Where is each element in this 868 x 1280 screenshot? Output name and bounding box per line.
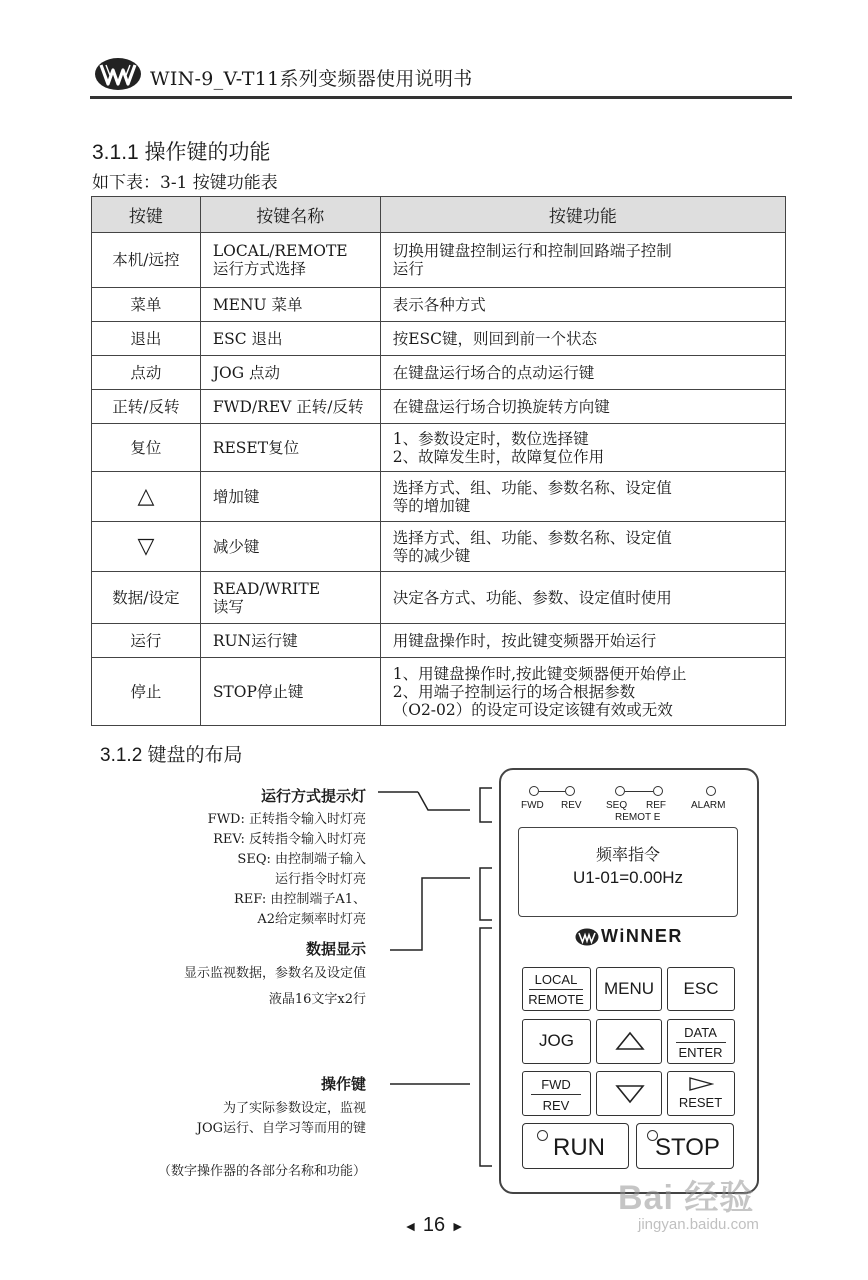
- table-cell-name: STOP停止键: [200, 658, 380, 726]
- fwd-rev-button[interactable]: [522, 1071, 591, 1116]
- annotation-run-mode-title: 运行方式提示灯: [260, 787, 366, 805]
- watermark-url: jingyan.baidu.com: [638, 1216, 759, 1233]
- table-cell-key: 数据/设定: [92, 572, 201, 624]
- annotation-display-title: 数据显示: [305, 940, 366, 958]
- table-header-key: 按键: [92, 197, 201, 233]
- table-cell-key: 运行: [92, 624, 201, 658]
- annotation-keys-desc-cont: JOG运行、自学习等而用的键: [196, 1121, 366, 1136]
- page-number-value: 16: [422, 1214, 446, 1236]
- led-label-seq: SEQ: [606, 800, 628, 811]
- key-label-fwd: FWD: [541, 1077, 571, 1092]
- header-title: WIN-9_V-T11系列变频器使用说明书: [150, 68, 473, 90]
- table-cell-key: 正转/反转: [92, 390, 201, 424]
- table-cell-key: 本机/远控: [92, 233, 201, 288]
- run-button[interactable]: [522, 1123, 629, 1169]
- key-divider: [529, 989, 583, 990]
- annotation-ref: REF: 由控制端子A1、: [233, 892, 366, 907]
- lcd-display: [518, 827, 738, 917]
- led-label-fwd: FWD: [521, 800, 544, 811]
- table-cell-name: FWD/REV 正转/反转: [200, 390, 380, 424]
- header-rule: [90, 96, 792, 99]
- stop-label: STOP: [655, 1134, 720, 1161]
- table-cell-name: ESC 退出: [200, 322, 380, 356]
- rev-led-icon: [565, 786, 575, 796]
- brand-logo-icon: [93, 56, 143, 92]
- table-cell-function: 表示各种方式: [380, 288, 785, 322]
- down-triangle-icon: [615, 1084, 645, 1104]
- table-cell-name: 增加键: [200, 472, 380, 522]
- key-label-data: DATA: [684, 1025, 717, 1040]
- figure-caption: （数字操作器的各部分名称和功能）: [157, 1164, 366, 1179]
- table-caption: 如下表：3-1 按键功能表: [92, 173, 278, 193]
- led-label-remote: REMOT E: [615, 812, 661, 823]
- section-heading-layout: 3.1.2 键盘的布局: [100, 745, 243, 766]
- key-label-remote: REMOTE: [528, 992, 584, 1007]
- table-row: [92, 322, 786, 356]
- lcd-line-1: 频率指令: [595, 845, 660, 864]
- table-cell-function: 在键盘运行场合切换旋转方向键: [380, 390, 785, 424]
- table-cell-key: 复位: [92, 424, 201, 472]
- table-cell-name: 减少键: [200, 522, 380, 572]
- table-cell-key: 退出: [92, 322, 201, 356]
- table-row: [92, 288, 786, 322]
- led-link-line: [625, 791, 653, 792]
- table-row: [92, 572, 786, 624]
- table-cell-name: READ/WRITE 读写: [200, 572, 380, 624]
- alarm-led-icon: [706, 786, 716, 796]
- table-cell-function: 决定各方式、功能、参数、设定值时使用: [380, 572, 785, 624]
- table-row: [92, 424, 786, 472]
- page-number: [396, 1214, 472, 1237]
- table-cell-name: JOG 点动: [200, 356, 380, 390]
- table-cell-name: LOCAL/REMOTE 运行方式选择: [200, 233, 380, 288]
- table-cell-function: 选择方式、组、功能、参数名称、设定值 等的减少键: [380, 522, 785, 572]
- page-right-arrow-icon: ►: [450, 1218, 465, 1234]
- led-link-line: [539, 791, 565, 792]
- table-row: [92, 624, 786, 658]
- table-header-function: 按键功能: [380, 197, 785, 233]
- shift-right-arrow-icon: [688, 1077, 714, 1091]
- table-cell-function: 在键盘运行场合的点动运行键: [380, 356, 785, 390]
- key-divider: [676, 1042, 726, 1043]
- table-cell-name: RUN运行键: [200, 624, 380, 658]
- seq-led-icon: [615, 786, 625, 796]
- table-header-name: 按键名称: [200, 197, 380, 233]
- table-row: [92, 233, 786, 288]
- table-cell-key: 点动: [92, 356, 201, 390]
- brand-name: WiNNER: [601, 926, 683, 946]
- local-remote-button[interactable]: [522, 967, 591, 1011]
- table-row: [92, 472, 786, 522]
- down-button[interactable]: [596, 1071, 662, 1116]
- led-label-ref: REF: [646, 800, 666, 811]
- jog-button[interactable]: JOG: [522, 1019, 591, 1064]
- table-cell-key: 停止: [92, 658, 201, 726]
- annotation-rev: REV: 反转指令输入时灯亮: [213, 832, 366, 847]
- table-cell-name: RESET复位: [200, 424, 380, 472]
- table-cell-function: 按ESC键，则回到前一个状态: [380, 322, 785, 356]
- table-cell-key: 菜单: [92, 288, 201, 322]
- reset-button[interactable]: [667, 1071, 735, 1116]
- page-left-arrow-icon: ◄: [403, 1218, 418, 1234]
- led-label-rev: REV: [561, 800, 582, 811]
- annotation-display-lcd: 液晶16文字x2行: [268, 992, 366, 1007]
- up-triangle-icon: [615, 1031, 645, 1051]
- table-row: [92, 658, 786, 726]
- watermark-brand: Bai 经验: [618, 1179, 755, 1217]
- lcd-line-2: U1-01=0.00Hz: [572, 868, 684, 887]
- run-label: RUN: [553, 1134, 605, 1161]
- table-row: [92, 522, 786, 572]
- winner-logo-icon: [575, 928, 599, 946]
- table-row: [92, 390, 786, 424]
- annotation-ref-cont: A2给定频率时灯亮: [257, 912, 366, 927]
- key-label-local: LOCAL: [534, 972, 578, 987]
- up-button[interactable]: [596, 1019, 662, 1064]
- up-triangle-icon: △: [92, 472, 201, 522]
- data-enter-button[interactable]: [667, 1019, 735, 1064]
- key-label-reset: RESET: [678, 1095, 723, 1110]
- key-label-rev: REV: [542, 1098, 570, 1113]
- table-header-row: [92, 197, 786, 233]
- down-triangle-icon: ▽: [92, 522, 201, 572]
- fwd-led-icon: [529, 786, 539, 796]
- led-label-alarm: ALARM: [691, 800, 726, 811]
- section-heading-keys: 3.1.1 操作键的功能: [92, 141, 271, 164]
- annotation-keys-desc: 为了实际参数设定，监视: [222, 1101, 366, 1116]
- annotation-leader-lines: [370, 780, 500, 1180]
- table-row: [92, 356, 786, 390]
- key-function-table: [91, 196, 786, 726]
- key-label-enter: ENTER: [678, 1045, 723, 1060]
- ref-led-icon: [653, 786, 663, 796]
- table-cell-name: MENU 菜单: [200, 288, 380, 322]
- stop-button[interactable]: [636, 1123, 734, 1169]
- annotation-seq: SEQ: 由控制端子输入: [237, 852, 366, 867]
- annotation-seq-cont: 运行指令时灯亮: [274, 872, 366, 887]
- key-divider: [531, 1094, 581, 1095]
- esc-button[interactable]: ESC: [667, 967, 735, 1011]
- table-cell-function: 1、用键盘操作时,按此键变频器便开始停止 2、用端子控制运行的场合根据参数 （O2-02）的设定可设定该键有效或无效: [380, 658, 785, 726]
- annotation-keys-title: 操作键: [320, 1075, 366, 1093]
- annotation-fwd: FWD: 正转指令输入时灯亮: [207, 812, 366, 827]
- table-cell-function: 1、参数设定时，数位选择键 2、故障发生时，故障复位作用: [380, 424, 785, 472]
- menu-button[interactable]: MENU: [596, 967, 662, 1011]
- table-cell-function: 切换用键盘控制运行和控制回路端子控制 运行: [380, 233, 785, 288]
- table-cell-function: 选择方式、组、功能、参数名称、设定值 等的增加键: [380, 472, 785, 522]
- annotation-display-desc: 显示监视数据，参数名及设定值: [183, 966, 366, 981]
- table-cell-function: 用键盘操作时，按此键变频器开始运行: [380, 624, 785, 658]
